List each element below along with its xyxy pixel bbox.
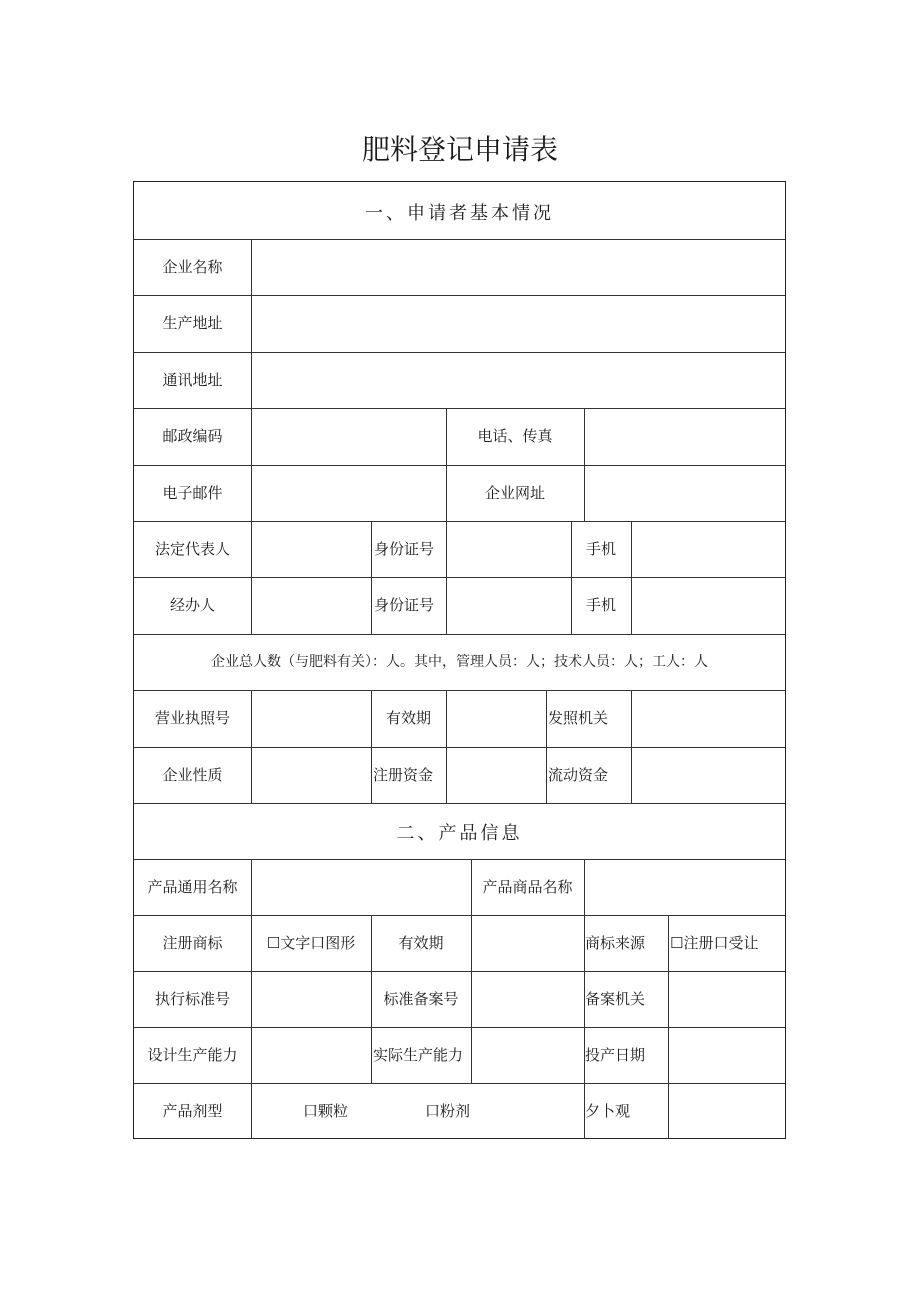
label-legal-representative: 法定代表人	[154, 540, 230, 558]
col-divider	[668, 1083, 669, 1139]
application-form	[133, 181, 786, 1139]
label-generic-name: 产品通用名称	[147, 878, 238, 896]
label-validity: 有效期	[385, 709, 431, 727]
col-divider	[251, 690, 252, 803]
col-divider	[251, 408, 252, 521]
row-divider	[134, 1083, 785, 1084]
col-divider	[471, 915, 472, 1083]
label-filing-authority: 备案机关	[585, 990, 646, 1008]
row-divider	[134, 295, 785, 296]
option-powder[interactable]: 口粉剂	[425, 1102, 471, 1120]
label-mailing-address: 通讯地址	[162, 371, 223, 389]
col-divider	[584, 408, 585, 521]
page-title: 肥料登记申请表	[361, 133, 558, 166]
col-divider	[371, 521, 372, 634]
col-divider	[446, 408, 447, 521]
row-divider	[134, 803, 785, 804]
row-divider	[134, 577, 785, 578]
label-standard-filing-number: 标准备案号	[383, 990, 459, 1008]
col-divider	[251, 521, 252, 634]
staff-summary: 企业总人数（与肥料有关）：人。其中，管理人员：人；技术人员：人；工人：人	[211, 654, 708, 670]
col-divider	[251, 1083, 252, 1139]
option-granule[interactable]: 口颗粒	[303, 1102, 349, 1120]
label-email: 电子邮件	[162, 484, 223, 502]
label-company-name: 企业名称	[162, 258, 223, 276]
col-divider	[631, 690, 632, 803]
col-divider	[571, 521, 572, 634]
row-divider	[134, 859, 785, 860]
row-divider	[134, 408, 785, 409]
col-divider	[546, 690, 547, 803]
label-phone-fax: 电话、传真	[477, 427, 553, 445]
label-production-address: 生产地址	[162, 314, 223, 332]
col-divider	[251, 859, 252, 915]
label-standard-number: 执行标准号	[154, 990, 230, 1008]
label-trademark-validity: 有效期	[398, 934, 444, 952]
row-divider	[134, 634, 785, 635]
label-mobile: 手机	[586, 540, 617, 558]
label-trade-name: 产品商品名称	[482, 878, 573, 896]
trademark-type-options[interactable]: ☐文字口图形	[266, 934, 356, 952]
label-company-nature: 企业性质	[162, 766, 223, 784]
label-id-number: 身份证号	[374, 540, 435, 558]
label-dosage-form: 产品剂型	[162, 1102, 223, 1120]
label-mobile-handler: 手机	[586, 596, 617, 614]
label-appearance: 夕卜观	[585, 1102, 631, 1120]
label-website: 企业网址	[484, 484, 545, 502]
label-production-date: 投产日期	[585, 1046, 646, 1064]
row-divider	[134, 690, 785, 691]
trademark-source-options[interactable]: ☐注册口受让	[670, 934, 759, 952]
label-trademark-source: 商标来源	[585, 934, 646, 952]
row-divider	[134, 521, 785, 522]
col-divider	[584, 859, 585, 915]
col-divider	[251, 239, 252, 408]
row-divider	[134, 915, 785, 916]
row-divider	[134, 352, 785, 353]
section-heading-applicant: 一、申请者基本情况	[365, 203, 554, 224]
section-heading-product: 二、产品信息	[396, 823, 523, 844]
label-postal-code: 邮政编码	[162, 427, 223, 445]
col-divider	[371, 690, 372, 803]
label-id-number-handler: 身份证号	[374, 596, 435, 614]
row-divider	[134, 1027, 785, 1028]
label-design-capacity: 设计生产能力	[147, 1046, 238, 1064]
row-divider	[134, 239, 785, 240]
row-divider	[134, 747, 785, 748]
col-divider	[446, 690, 447, 803]
label-handler: 经办人	[169, 596, 215, 614]
col-divider	[631, 521, 632, 634]
label-issuing-authority: 发照机关	[548, 709, 609, 727]
label-trademark: 注册商标	[162, 934, 223, 952]
row-divider	[134, 971, 785, 972]
label-working-capital: 流动资金	[548, 766, 609, 784]
col-divider	[668, 915, 669, 1083]
row-divider	[134, 465, 785, 466]
col-divider	[446, 521, 447, 634]
label-license-number: 营业执照号	[154, 709, 230, 727]
label-registered-capital: 注册资金	[373, 766, 434, 784]
label-actual-capacity: 实际生产能力	[373, 1046, 464, 1064]
